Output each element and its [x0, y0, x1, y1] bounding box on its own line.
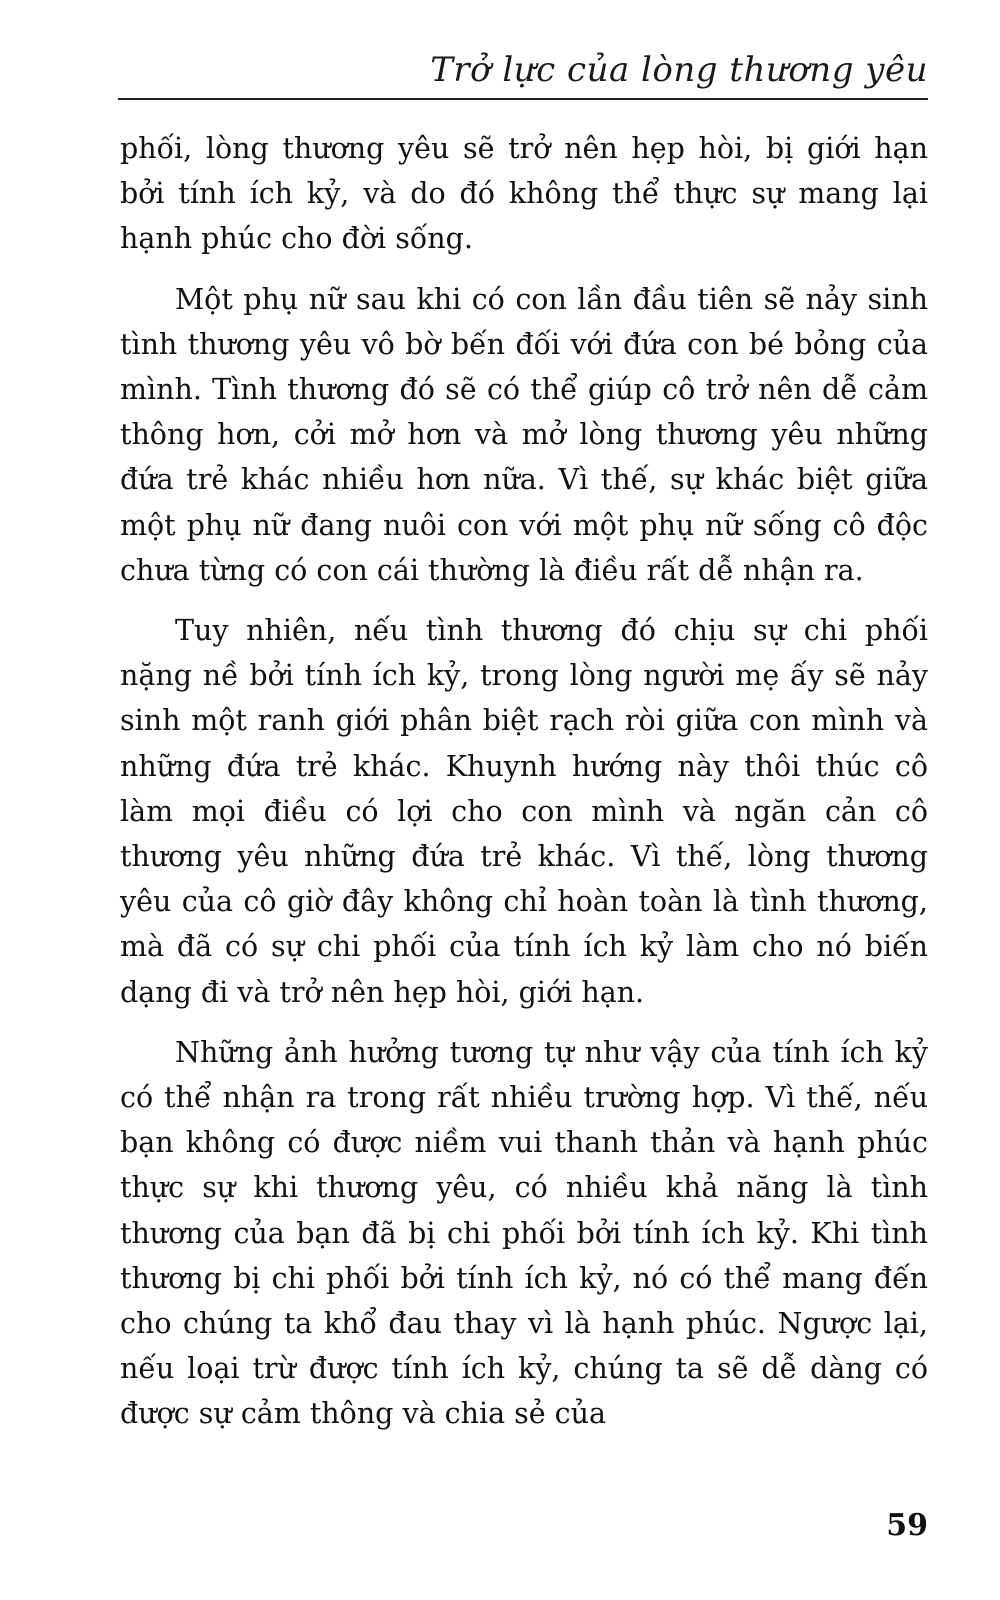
page-number: 59 [886, 1508, 928, 1543]
body-text [120, 126, 928, 1452]
running-header [118, 50, 928, 100]
running-title: Trở lực của lòng thương yêu [430, 50, 928, 90]
paragraph: Một phụ nữ sau khi có con lần đầu tiên sẽ nảy sinh tình thương yêu vô bờ bến đối với đứa con bé bỏng của mình. Tình thương đó sẽ có thể giúp cô trở nên dễ cảm thông hơn, cởi mở hơn và mở lòng thương yêu những đứa trẻ khác nhiều hơn nữa. Vì thế, sự khác biệt giữa một phụ nữ đang nuôi con với một phụ nữ sống cô độc chưa từng có con cái thường là điều rất dễ nhận ra. [120, 282, 928, 587]
paragraph: Những ảnh hưởng tương tự như vậy của tính ích kỷ có thể nhận ra trong rất nhiều trường hợp. Vì thế, nếu bạn không có được niềm vui thanh thản và hạnh phúc thực sự khi thương yêu, có nhiều khả năng là tình thương của bạn đã bị chi phối bởi tính ích kỷ. Khi tình thương bị chi phối bởi tính ích kỷ, nó có thể mang đến cho chúng ta khổ đau thay vì là hạnh phúc. Ngược lại, nếu loại trừ được tính ích kỷ, chúng ta sẽ dễ dàng có được sự cảm thông và chia sẻ của [120, 1035, 928, 1431]
paragraph-continued: phối, lòng thương yêu sẽ trở nên hẹp hòi, bị giới hạn bởi tính ích kỷ, và do đó không thể thực sự mang lại hạnh phúc cho đời sống. [120, 132, 928, 256]
paragraph: Tuy nhiên, nếu tình thương đó chịu sự chi phối nặng nề bởi tính ích kỷ, trong lòng người mẹ ấy sẽ nảy sinh một ranh giới phân biệt rạch ròi giữa con mình và những đứa trẻ khác. Khuynh hướng này thôi thúc cô làm mọi điều có lợi cho con mình và ngăn cản cô thương yêu những đứa trẻ khác. Vì thế, lòng thương yêu của cô giờ đây không chỉ hoàn toàn là tình thương, mà đã có sự chi phối của tính ích kỷ làm cho nó biến dạng đi và trở nên hẹp hòi, giới hạn. [120, 614, 928, 1009]
